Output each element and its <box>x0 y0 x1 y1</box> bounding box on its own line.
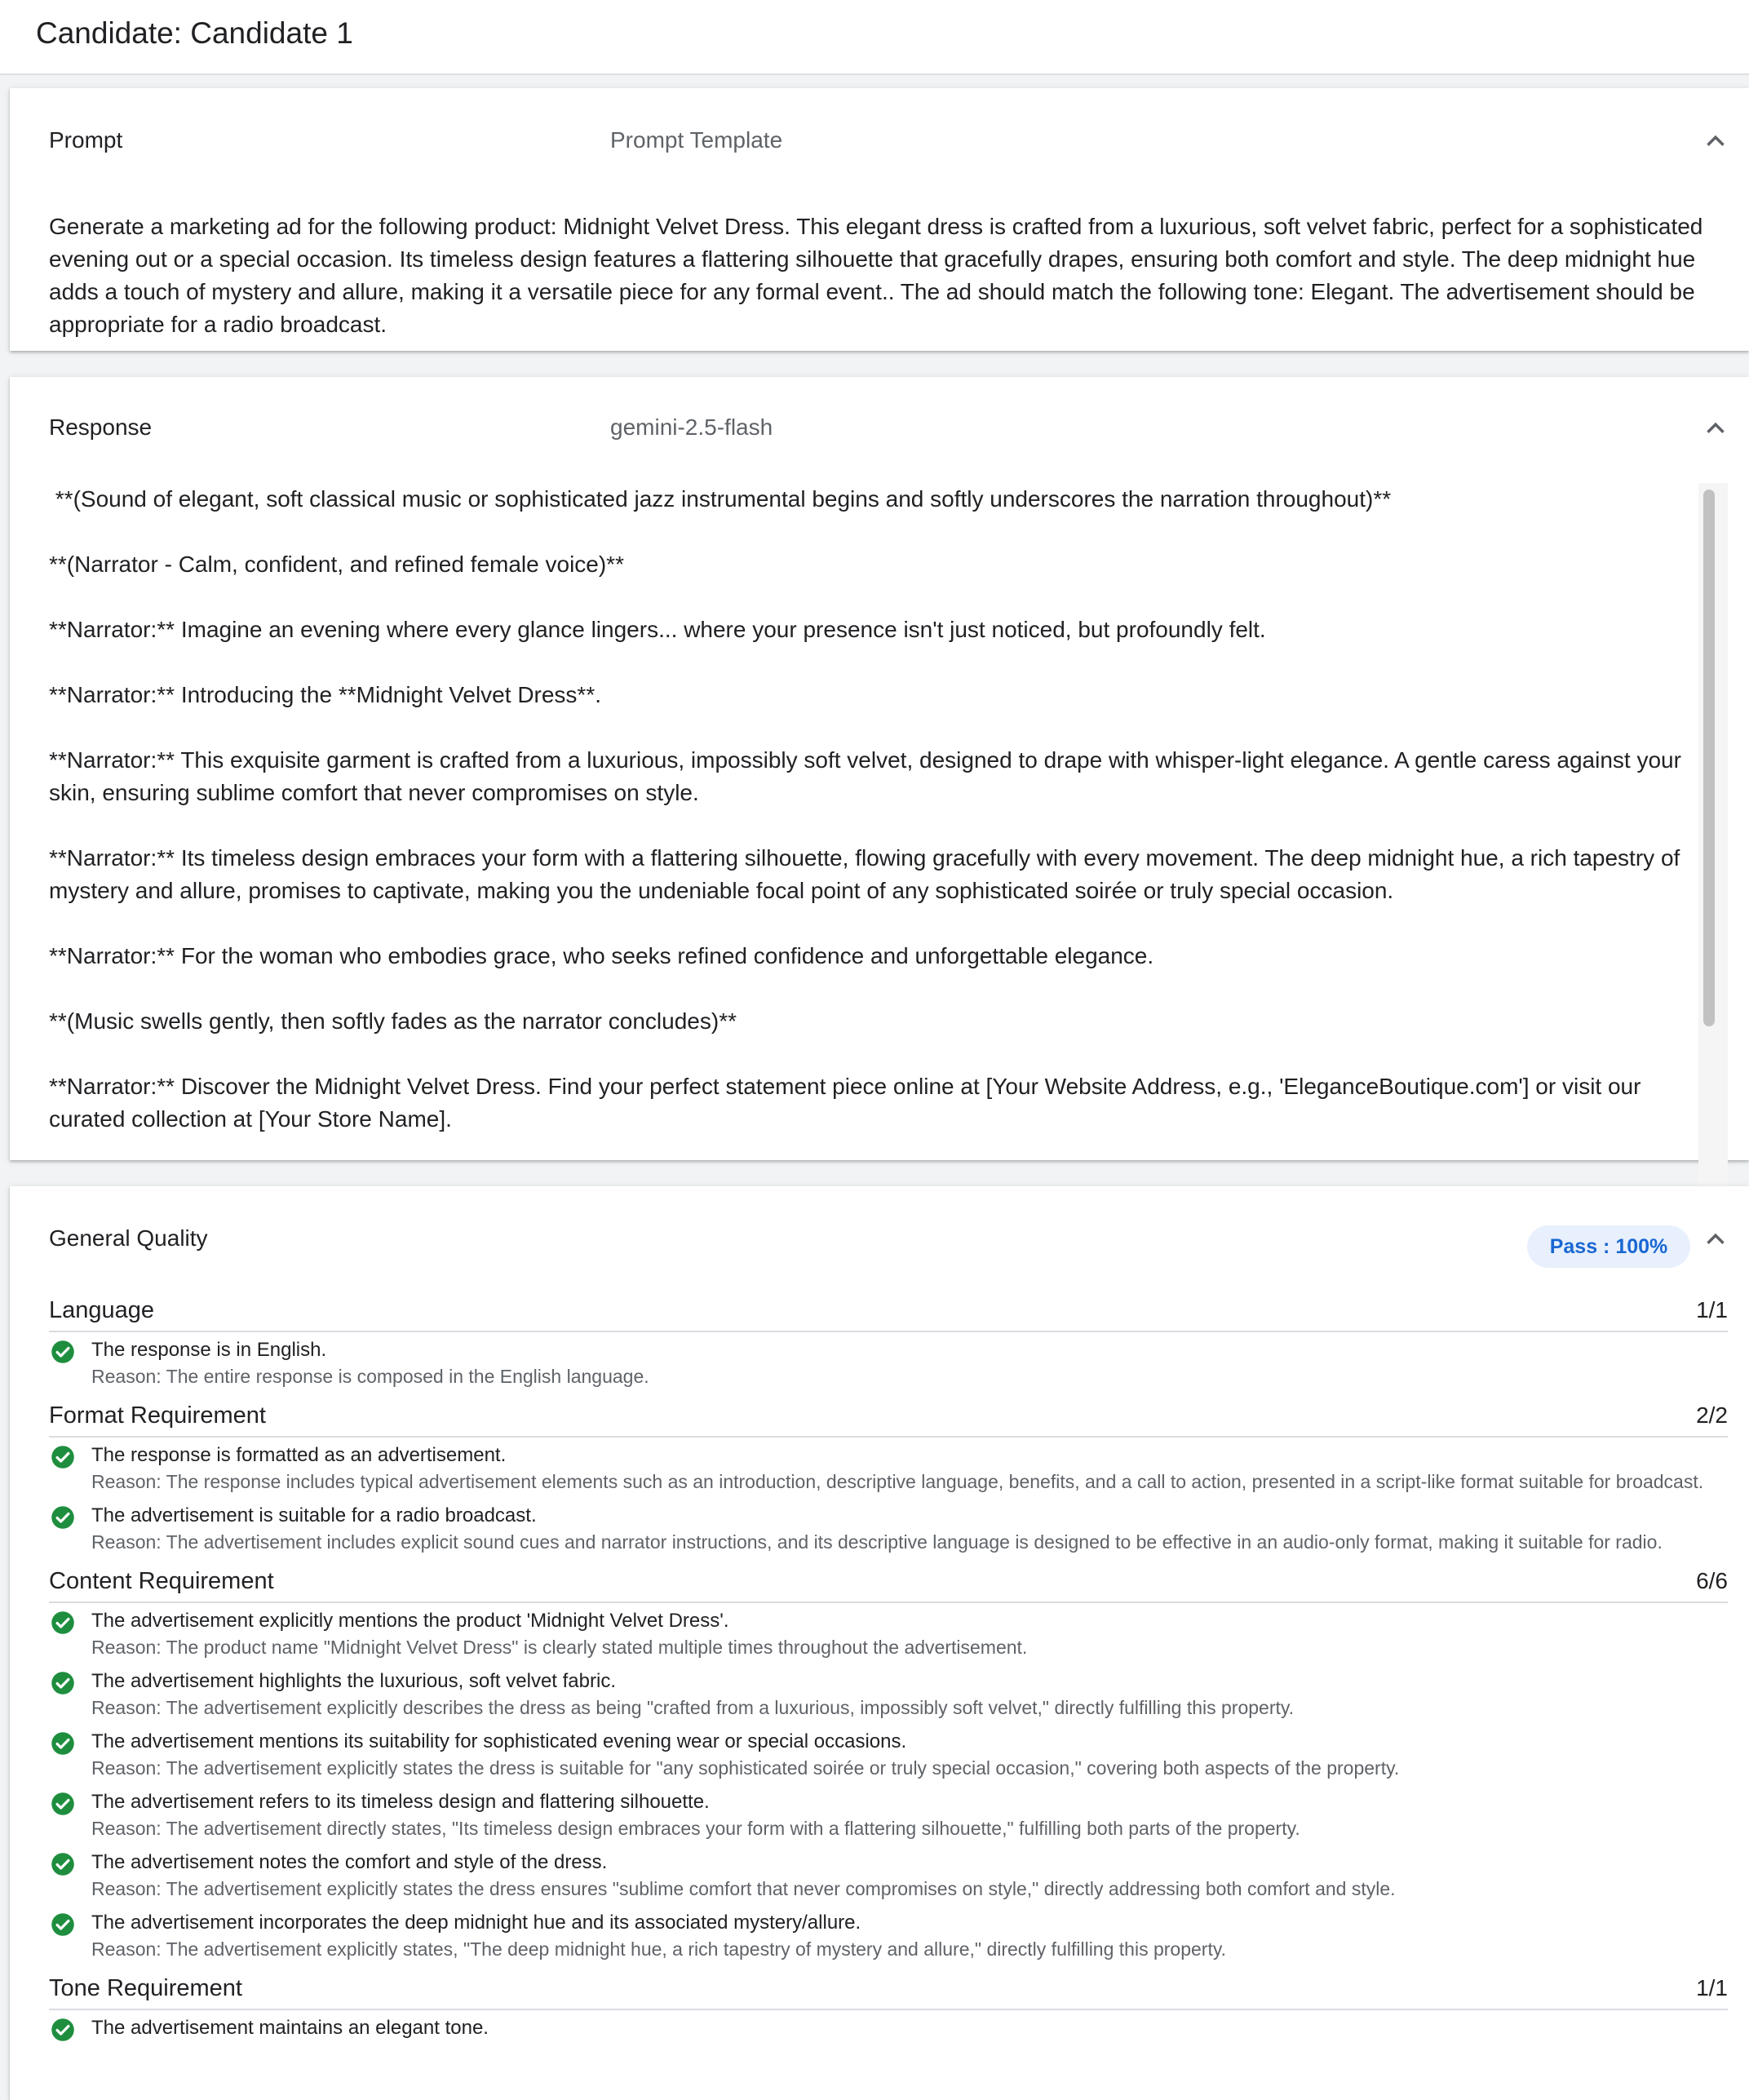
check-circle-icon <box>51 1852 75 1876</box>
metric-section-header <box>49 1970 1728 2010</box>
criterion-item <box>49 1850 1728 1910</box>
metric-section <box>49 1970 1728 2049</box>
metric-section-name: Tone Requirement <box>49 1975 242 2001</box>
metric-section <box>49 1563 1728 1970</box>
criterion-item <box>49 1337 1728 1398</box>
check-circle-icon <box>51 1505 75 1530</box>
check-circle-icon <box>51 1610 75 1635</box>
criterion-reason: Reason: The advertisement explicitly states, "The deep midnight hue, a rich tapestry of mystery and allure," directly fulfilling this property. <box>91 1938 1227 1960</box>
check-circle-icon <box>51 2018 75 2042</box>
criterion-item <box>49 1789 1728 1850</box>
criterion-title: The advertisement refers to its timeless design and flattering silhouette. <box>91 1791 710 1813</box>
quality-label: General Quality <box>49 1225 208 1251</box>
response-paragraph: **(Music swells gently, then softly fades as the narrator concludes)** <box>49 1008 737 1034</box>
criterion-title: The advertisement highlights the luxurious, soft velvet fabric. <box>91 1670 616 1692</box>
prompt-label: Prompt <box>49 127 123 153</box>
criterion-item <box>49 1729 1728 1789</box>
criterion-reason: Reason: The advertisement explicitly states the dress ensures "sublime comfort that never compromises on style," directly addressing both comfort and style. <box>91 1878 1396 1899</box>
criterion-reason: Reason: The advertisement directly states, "Its timeless design embraces your form with a flattering silhouette," fulfilling both parts of the property. <box>91 1818 1300 1839</box>
response-paragraph: **Narrator:** Introducing the **Midnight Velvet Dress**. <box>49 682 602 707</box>
metric-section-header <box>49 1563 1728 1603</box>
metrics-list <box>49 1292 1728 2049</box>
prompt-text: Generate a marketing ad for the following product: Midnight Velvet Dress. This elegant dress is crafted from a luxurious, soft velvet fabric, perfect for a sophisticated evening out or a special occasion. Its timeless design features a flattering silhouette that gracefully drapes, ensuring both comfort and style. The deep midnight hue adds a touch of mystery and allure, making it a versatile piece for any formal event.. The ad should match the following tone: Elegant. The advertisement should be appropriate for a radio broadcast. <box>49 214 1703 337</box>
criterion-title: The response is in English. <box>91 1339 327 1361</box>
check-circle-icon <box>51 1445 75 1469</box>
criterion-reason: Reason: The product name "Midnight Velvet Dress" is clearly stated multiple times throughout the advertisement. <box>91 1637 1028 1658</box>
criterion-title: The advertisement incorporates the deep midnight hue and its associated mystery/allure. <box>91 1912 861 1934</box>
response-paragraph: **Narrator:** Imagine an evening where every glance lingers... where your presence isn't just noticed, but profoundly felt. <box>49 617 1266 642</box>
response-paragraph: **(Sound of elegant, soft classical music or sophisticated jazz instrumental begins and softly underscores the narration throughout)** <box>49 486 1392 512</box>
criterion-item <box>49 2015 1728 2049</box>
criterion-reason: Reason: The response includes typical advertisement elements such as an introduction, descriptive language, benefits, and a call to action, presented in a script-like format suitable for broadcast. <box>91 1471 1704 1492</box>
chevron-up-icon <box>1700 1224 1731 1255</box>
criterion-item <box>49 1608 1728 1668</box>
criterion-item <box>49 1910 1728 1970</box>
criterion-item <box>49 1503 1728 1563</box>
check-circle-icon <box>51 1912 75 1937</box>
model-name: gemini-2.5-flash <box>610 414 773 440</box>
metric-section-name: Format Requirement <box>49 1402 266 1429</box>
response-paragraph: **Narrator:** Its timeless design embraces your form with a flattering silhouette, flowing gracefully with every movement. The deep midnight hue, a rich tapestry of mystery and allure, promises to captivate, making you the undeniable focal point of any sophisticated soirée or truly special occasion. <box>49 845 1687 903</box>
quality-collapse-button[interactable] <box>1700 1224 1731 1255</box>
prompt-card <box>10 88 1749 351</box>
response-paragraph: **Narrator:** For the woman who embodies grace, who seeks refined confidence and unforgettable elegance. <box>49 943 1154 968</box>
metric-section-score: 1/1 <box>1696 1975 1728 2000</box>
response-scrollbar-thumb[interactable] <box>1703 490 1715 1026</box>
check-circle-icon <box>51 1340 75 1364</box>
response-card <box>10 377 1749 1160</box>
chevron-up-icon <box>1700 126 1731 157</box>
check-circle-icon <box>51 1792 75 1816</box>
metric-section-score: 1/1 <box>1696 1297 1728 1322</box>
criterion-item <box>49 1668 1728 1729</box>
response-paragraph: **Narrator:** Discover the Midnight Velvet Dress. Find your perfect statement piece online at [Your Website Address, e.g., 'EleganceBoutique.com'] or visit our curated collection at [Your Store Name]. <box>49 1074 1648 1132</box>
criterion-item <box>49 1442 1728 1503</box>
criterion-title: The advertisement explicitly mentions the product 'Midnight Velvet Dress'. <box>91 1610 729 1632</box>
criterion-reason: Reason: The entire response is composed in the English language. <box>91 1366 649 1387</box>
page-header <box>0 0 1749 75</box>
prompt-template-label: Prompt Template <box>610 127 783 153</box>
response-scroll-area[interactable] <box>49 483 1738 1186</box>
criterion-reason: Reason: The advertisement includes explicit sound cues and narrator instructions, and its descriptive language is designed to be effective in an audio-only format, making it suitable for radio. <box>91 1531 1663 1553</box>
criterion-title: The response is formatted as an advertisement. <box>91 1444 507 1466</box>
response-label: Response <box>49 414 153 440</box>
metric-section <box>49 1292 1728 1398</box>
metric-section-name: Language <box>49 1297 155 1323</box>
response-paragraph: **Narrator:** This exquisite garment is crafted from a luxurious, impossibly soft velvet, designed to drape with whisper-light elegance. A gentle caress against your skin, ensuring sublime comfort that never compromises on style. <box>49 747 1688 805</box>
check-circle-icon <box>51 1731 75 1756</box>
metric-section-score: 6/6 <box>1696 1568 1728 1593</box>
criterion-title: The advertisement maintains an elegant tone. <box>91 2017 489 2039</box>
response-collapse-button[interactable] <box>1700 413 1731 444</box>
pass-badge: Pass : 100% <box>1527 1225 1690 1268</box>
metric-section-header <box>49 1292 1728 1332</box>
metric-section <box>49 1398 1728 1563</box>
metric-section-header <box>49 1398 1728 1438</box>
check-circle-icon <box>51 1671 75 1695</box>
metric-section-name: Content Requirement <box>49 1568 274 1594</box>
criterion-title: The advertisement notes the comfort and style of the dress. <box>91 1851 608 1873</box>
page-title: Candidate: Candidate 1 <box>36 16 353 50</box>
criterion-title: The advertisement is suitable for a radio broadcast. <box>91 1504 537 1526</box>
metric-section-score: 2/2 <box>1696 1402 1728 1428</box>
quality-card <box>10 1186 1749 2100</box>
prompt-collapse-button[interactable] <box>1700 126 1731 157</box>
criterion-reason: Reason: The advertisement explicitly describes the dress as being "crafted from a luxurious, impossibly soft velvet," directly fulfilling this property. <box>91 1697 1295 1718</box>
criterion-reason: Reason: The advertisement explicitly states the dress is suitable for "any sophisticated soirée or truly special occasion," covering both aspects of the property. <box>91 1757 1400 1779</box>
chevron-up-icon <box>1700 413 1731 444</box>
response-paragraph: **(Narrator - Calm, confident, and refined female voice)** <box>49 552 624 577</box>
criterion-title: The advertisement mentions its suitability for sophisticated evening wear or special occasions. <box>91 1730 907 1752</box>
